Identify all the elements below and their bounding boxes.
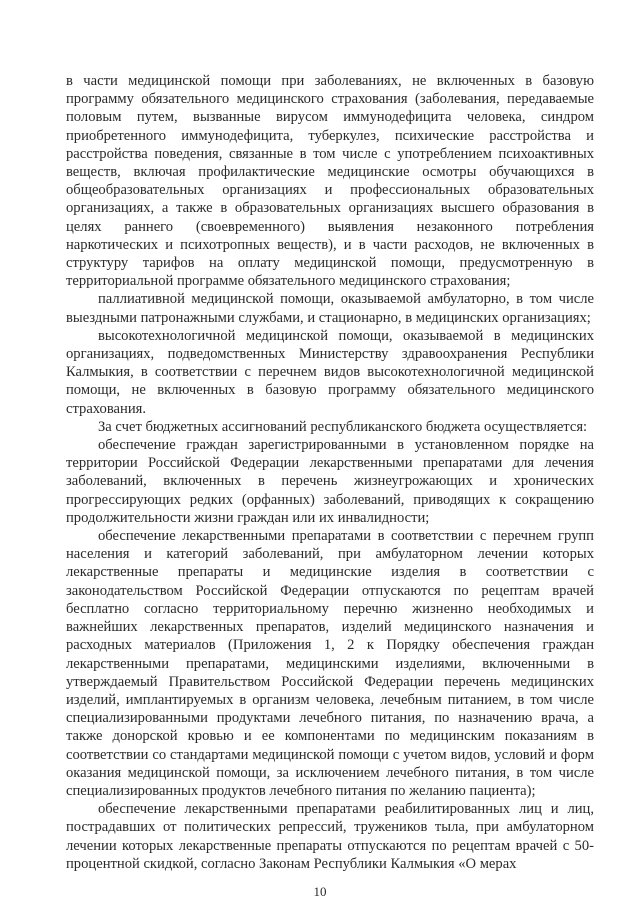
paragraph-discounted-prescriptions: обеспечение лекарственными препаратами реабилитированных лиц и лиц, пострадавших от политических репрессий, тружеников тыла, при амбулаторном лечении которых лекарственные препараты отпускаются по рецептам врачей с 50-процентной скидкой, согласно Законам Республики Калмыкия «О мерах <box>66 801 594 872</box>
paragraph-budget-funding-intro: За счет бюджетных ассигнований республиканского бюджета осуществляется: <box>98 418 588 435</box>
document-body <box>66 72 594 873</box>
paragraph-orphan-diseases-drugs: обеспечение граждан зарегистрированными в установленном порядке на территории Российской Федерации лекарственными препаратами для лечения заболеваний, включенных в перечень жизнеугрожающих и хронических прогрессирующих редких (орфанных) заболеваний, приводящих к сокращению продолжительности жизни граждан или их инвалидности; <box>66 437 594 526</box>
paragraph-free-prescriptions: обеспечение лекарственными препаратами в соответствии с перечнем групп населения и категорий заболеваний, при амбулаторном лечении которых лекарственные препараты и медицинские изделия в соответствии с законодательством Российской Федерации отпускаются по рецептам врачей бесплатно согласно территориальному перечню жизненно необходимых и важнейших лекарственных препаратов, изделий медицинского назначения и расходных материалов (Приложения 1, 2 к Порядку обеспечения граждан лекарственными препаратами, медицинскими изделиями, включенными в утверждаемый Правительством Российской Федерации перечень медицинских изделий, имплантируемых в организм человека, лечебным питанием, в том числе специализированными продуктами лечебного питания, по назначению врача, а также донорской кровью и ее компонентами по медицинским показаниям в соответствии со стандартами медицинской помощи с учетом видов, условий и форм оказания медицинской помощи, за исключением лечебного питания, в том числе специализированных продуктов лечебного питания по желанию пациента); <box>66 528 594 799</box>
paragraph-medical-care-excluded: в части медицинской помощи при заболеваниях, не включенных в базовую программу обязательного медицинского страхования (заболевания, передаваемые половым путем, вызванные вирусом иммунодефицита человека, синдром приобретенного иммунодефицита, туберкулез, психические расстройства и расстройства поведения, связанные в том числе с употреблением психоактивных веществ, включая профилактические медицинские осмотры обучающихся в общеобразовательных организациях и профессиональных образовательных организациях, а также в образовательных организациях высшего образования в целях раннего (своевременного) выявления незаконного потребления наркотических и психотропных веществ), и в части расходов, не включенных в структуру тарифов на оплату медицинской помощи, предусмотренную в территориальной программе обязательного медицинского страхования; <box>66 73 594 290</box>
paragraph-palliative-care: паллиативной медицинской помощи, оказываемой амбулаторно, в том числе выездными патронажными службами, и стационарно, в медицинских организациях; <box>66 291 594 326</box>
paragraph-high-tech-care: высокотехнологичной медицинской помощи, оказываемой в медицинских организациях, подведомственных Министерству здравоохранения Республики Калмыкия, в соответствии с перечнем видов высокотехнологичной медицинской помощи, не включенных в базовую программу обязательного медицинского страхования. <box>66 327 594 417</box>
page-number: 10 <box>313 884 327 899</box>
